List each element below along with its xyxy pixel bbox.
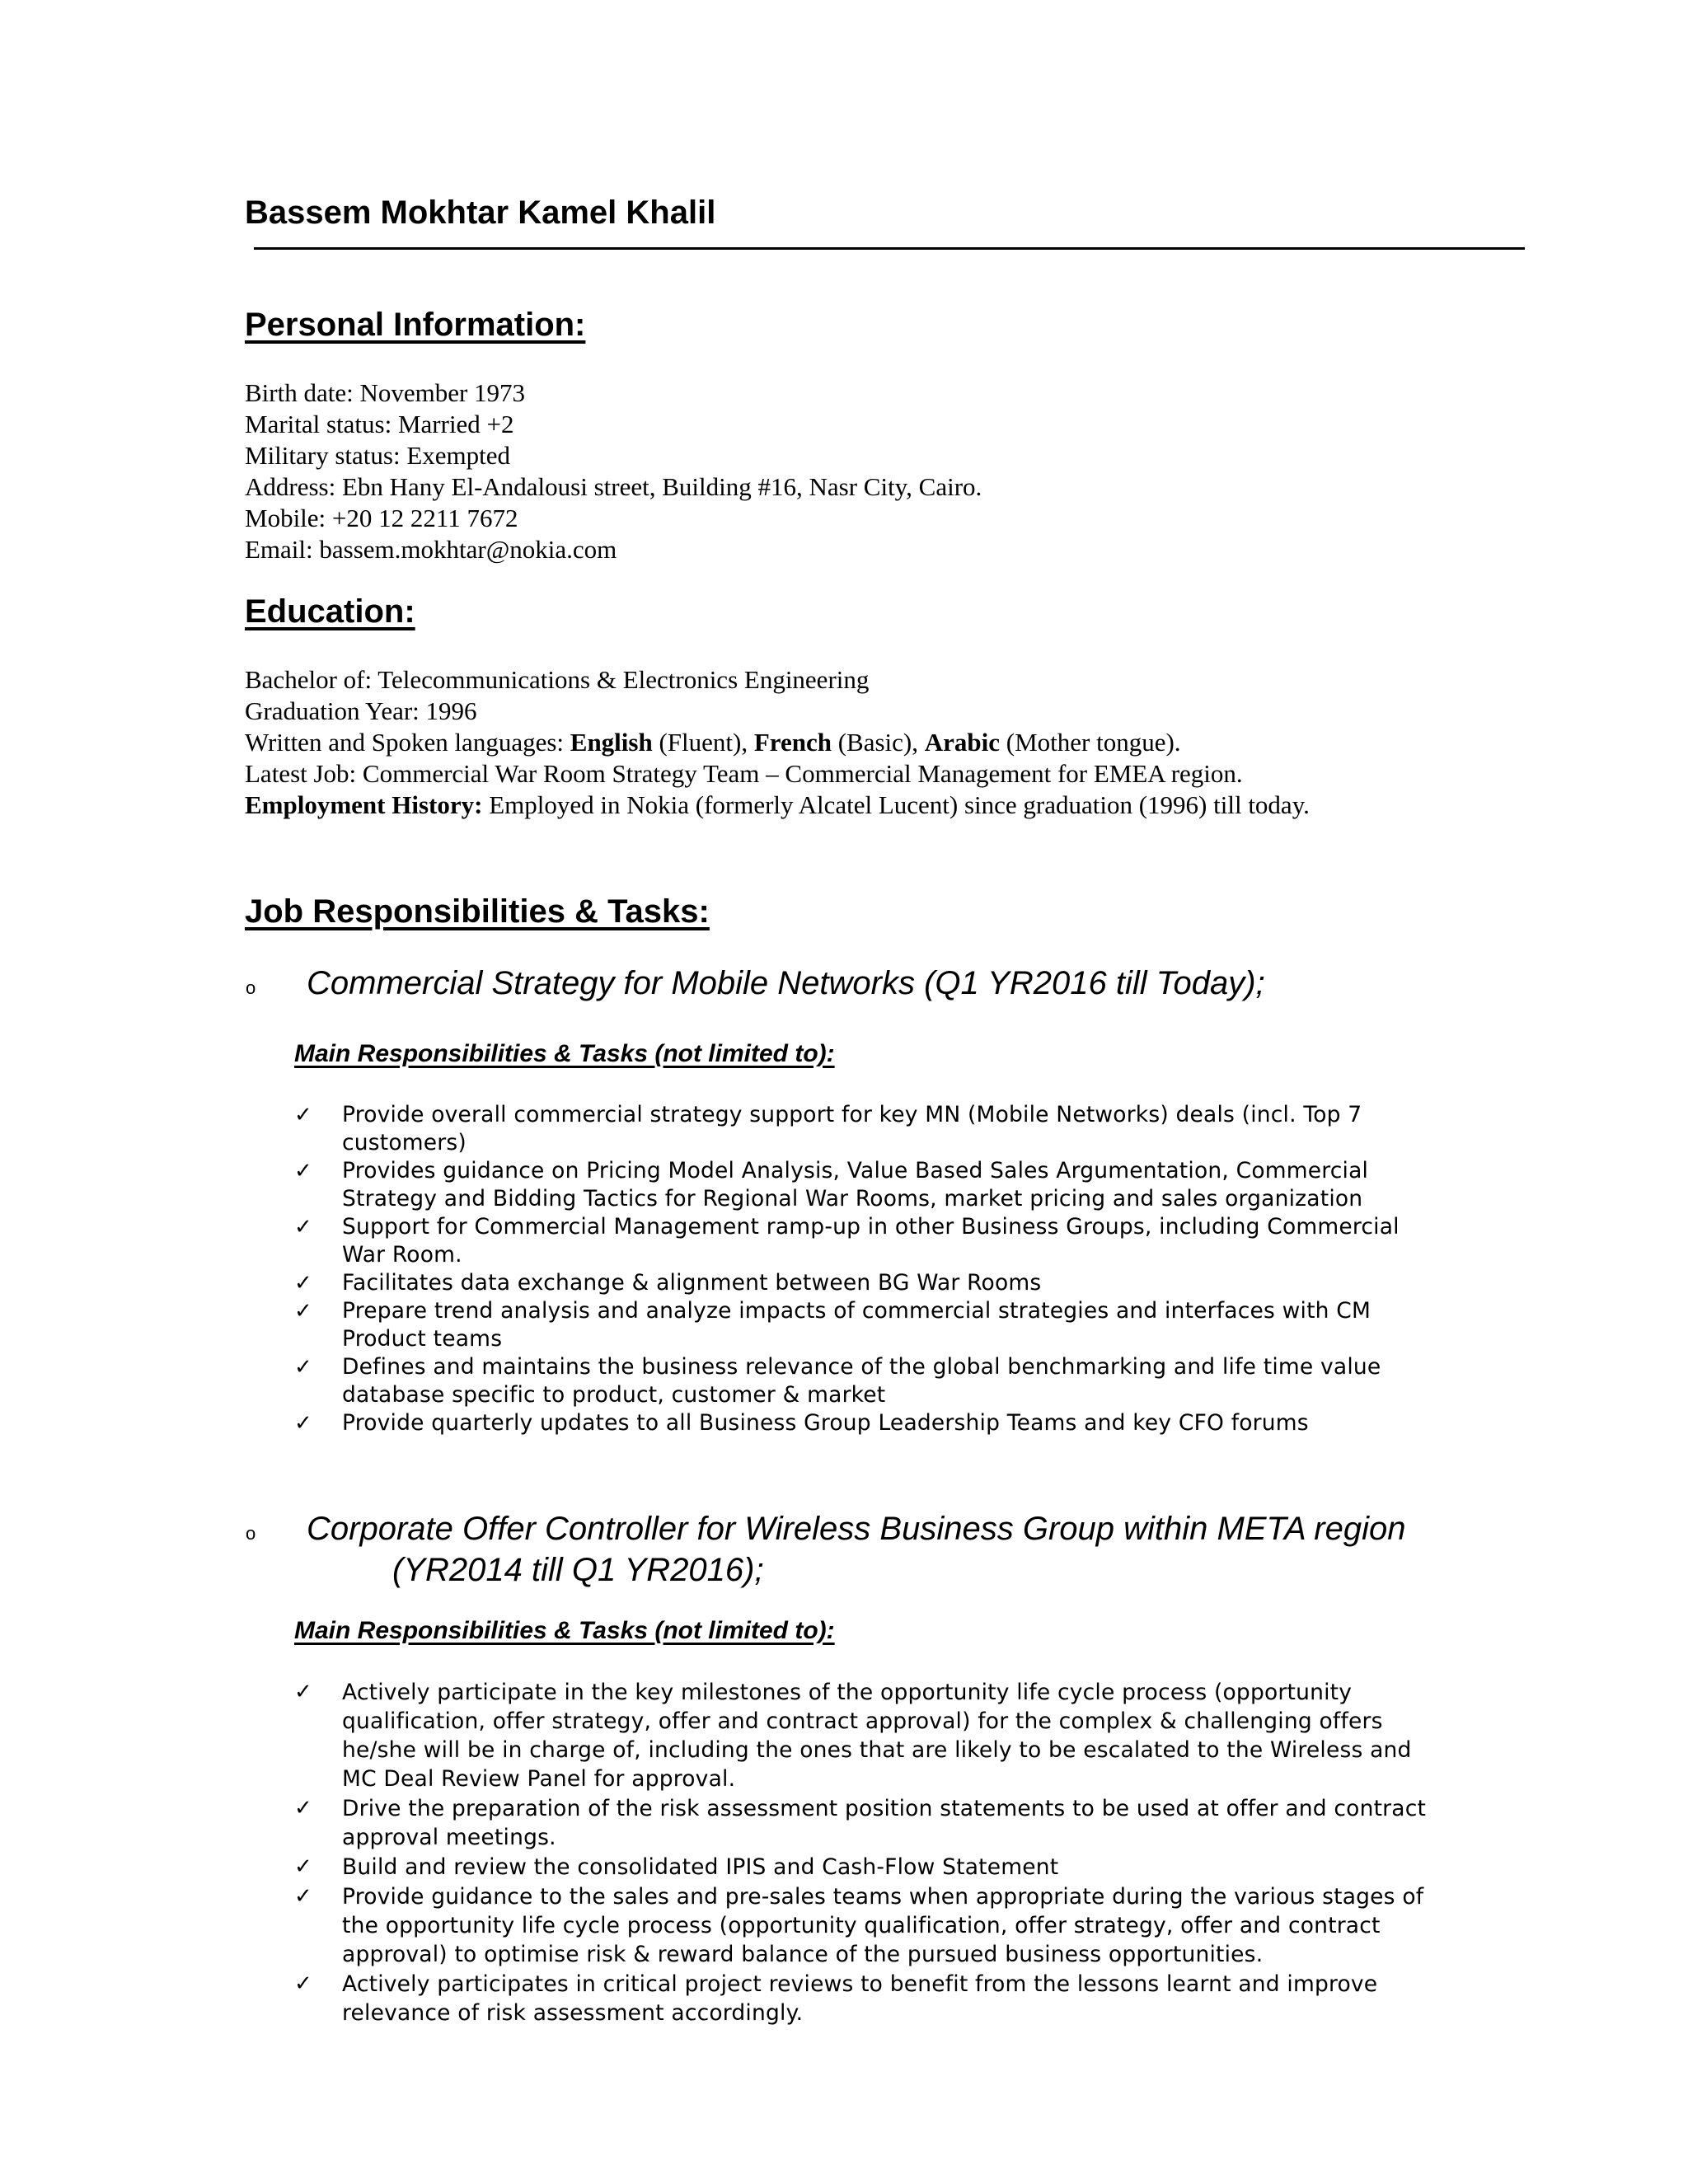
- degree: Bachelor of: Telecommunications & Electronics Engineering: [245, 665, 870, 694]
- latest-job: Latest Job: Commercial War Room Strategy Team – Commercial Management for EMEA region.: [245, 759, 1243, 788]
- candidate-name: Bassem Mokhtar Kamel Khalil: [245, 194, 716, 231]
- main-responsibilities-heading: Main Responsibilities & Tasks (not limited to):: [294, 1040, 835, 1067]
- task-item: ✓ Defines and maintains the business relevance of the global benchmarking and life time value database specific to product, customer & market: [294, 1354, 1381, 1408]
- language-english: English: [570, 728, 653, 757]
- birth-date: Birth date: November 1973: [245, 378, 526, 407]
- languages-prefix: Written and Spoken languages:: [245, 728, 570, 757]
- employment-history-text: Employed in Nokia (formerly Alcatel Lucent) since graduation (1996) till today.: [482, 790, 1310, 819]
- task-item: ✓ Provide quarterly updates to all Business Group Leadership Teams and key CFO forums: [294, 1410, 1309, 1436]
- checkmark-icon: ✓: [294, 1884, 312, 1909]
- employment-history-label: Employment History:: [245, 790, 483, 819]
- checkmark-icon: ✓: [294, 1796, 312, 1821]
- task-item: ✓ Provides guidance on Pricing Model Analysis, Value Based Sales Argumentation, Commercial Strategy and Bidding Tactics for Regional War Rooms, market pricing and sales organization: [294, 1158, 1369, 1212]
- task-item: ✓ Prepare trend analysis and analyze impacts of commercial strategies and interfaces with CM Product teams: [294, 1298, 1372, 1352]
- job-bullet: o: [246, 977, 256, 998]
- task-item: ✓ Actively participates in critical project reviews to benefit from the lessons learnt and improve relevance of risk assessment accordingly.: [294, 1971, 1378, 2026]
- task-item: ✓ Drive the preparation of the risk assessment position statements to be used at offer and contract approval meetings.: [294, 1796, 1427, 1850]
- task-item: ✓ Provide overall commercial strategy support for key MN (Mobile Networks) deals (incl. Top 7 customers): [294, 1102, 1362, 1155]
- graduation-year: Graduation Year: 1996: [245, 696, 477, 725]
- arabic-level: (Mother tongue).: [1000, 728, 1181, 757]
- mobile: Mobile: +20 12 2211 7672: [245, 504, 518, 532]
- french-level: (Basic),: [831, 728, 925, 757]
- job-title-corporate-offer-controller: Corporate Offer Controller for Wireless Business Group within META region: [307, 1511, 1406, 1547]
- checkmark-icon: ✓: [294, 1159, 312, 1183]
- task-item: ✓ Support for Commercial Management ramp-up in other Business Groups, including Commercial War Room.: [294, 1214, 1400, 1268]
- task-item: ✓ Facilitates data exchange & alignment between BG War Rooms: [294, 1270, 1042, 1296]
- checkmark-icon: ✓: [294, 1355, 312, 1380]
- checkmark-icon: ✓: [294, 1680, 312, 1704]
- employment-history: [245, 790, 1310, 821]
- checkmark-icon: ✓: [294, 1299, 312, 1324]
- checkmark-icon: ✓: [294, 1971, 312, 1996]
- task-list-corporate-offer-controller: [294, 1678, 1432, 2028]
- job-responsibilities-heading: Job Responsibilities & Tasks:: [245, 893, 710, 930]
- task-item: ✓ Provide guidance to the sales and pre-sales teams when appropriate during the various stages of the opportunity life cycle process (opportunity qualification, offer strategy, offer and contract approval) to optimise risk & reward balance of the pursued business opportunities.: [294, 1884, 1424, 1967]
- task-item: ✓ Build and review the consolidated IPIS and Cash-Flow Statement: [294, 1854, 1059, 1880]
- address: Address: Ebn Hany El-Andalousi street, Building #16, Nasr City, Cairo.: [245, 472, 982, 501]
- language-french: French: [753, 728, 832, 757]
- language-arabic: Arabic: [924, 728, 1001, 757]
- job-title-commercial-strategy: Commercial Strategy for Mobile Networks (Q1 YR2016 till Today);: [307, 965, 1265, 1001]
- task-list-commercial-strategy: [294, 1101, 1432, 1437]
- checkmark-icon: ✓: [294, 1854, 312, 1879]
- education-heading: Education:: [245, 593, 415, 630]
- marital-status: Marital status: Married +2: [245, 410, 514, 438]
- main-responsibilities-heading: Main Responsibilities & Tasks (not limited to):: [294, 1617, 835, 1644]
- task-item: ✓ Actively participate in the key milestones of the opportunity life cycle process (opportunity qualification, offer strategy, offer and contract approval) for the complex & challenging offers he/she will be in charge of, including the ones that are likely to be escalated to the Wireless and MC Deal Review Panel for approval.: [294, 1680, 1412, 1792]
- checkmark-icon: ✓: [294, 1271, 312, 1296]
- checkmark-icon: ✓: [294, 1411, 312, 1436]
- english-level: (Fluent),: [652, 728, 754, 757]
- checkmark-icon: ✓: [294, 1215, 312, 1240]
- job-bullet: o: [246, 1523, 256, 1544]
- job-period-corporate-offer-controller: (YR2014 till Q1 YR2016);: [392, 1552, 764, 1588]
- languages: [245, 727, 1181, 758]
- military-status: Military status: Exempted: [245, 441, 511, 470]
- personal-info-heading: Personal Information:: [245, 307, 586, 343]
- checkmark-icon: ✓: [294, 1103, 312, 1127]
- email: Email: bassem.mokhtar@nokia.com: [245, 535, 617, 564]
- name-divider: [254, 247, 1525, 250]
